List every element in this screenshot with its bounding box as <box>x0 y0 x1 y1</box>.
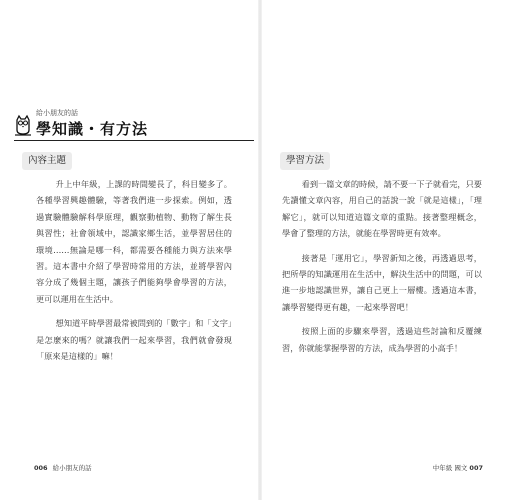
right-paragraph-1: 看到一篇文章的時候，請不要一下子就看完，只要先讀懂文章內容，用自己的話說一說「就是這樣」，「理解它」，就可以知道這篇文章的重點。接著整理概念，學會了整理的方法，就能在學習時更有效率。 <box>282 179 482 239</box>
right-paragraph-3: 按照上面的步驟來學習，透過這些討論和反覆練習，你就能掌握學習的方法，成為學習的小高手！ <box>282 326 482 353</box>
series-label: 給小朋友的話 <box>36 109 78 117</box>
left-folio-label: 給小朋友的話 <box>52 464 92 472</box>
left-paragraph-2: 想知道平時學習最常被問到的「數字」和「文字」是怎麼來的嗎？就讓我們一起來學習，我們就會發現「原來是這樣的」嘛！ <box>36 318 232 362</box>
left-page-number: 006 <box>34 464 48 472</box>
right-folio-grade: 中年級 <box>432 464 453 472</box>
left-folio <box>34 463 92 472</box>
owl-icon <box>14 114 32 136</box>
left-paragraph-1: 升上中年級，上課的時間變長了，科目變多了。各種學習興趣體驗，等著我們進一步探索。例如，透過實驗體驗解科學原理，觀察動植物、動物了解生長與習性；社會領域中，認識家鄉生活，並學習居住的環境……無論是哪一科，都需要各種能力與方法來學習。這本書中介紹了學習時常用的方法，並將學習內容分成了幾個主題，讓孩子們能夠學會學習的方法，更可以運用在生活中。 <box>36 179 232 304</box>
right-body-text <box>282 176 482 356</box>
learning-method-heading: 學習方法 <box>280 152 330 170</box>
section-title: 學知識・有方法 <box>36 120 149 138</box>
header-divider <box>14 140 254 141</box>
content-topic-heading: 內容主題 <box>22 152 72 170</box>
right-page <box>260 0 520 500</box>
right-paragraph-2: 接著是「運用它」，學習新知之後，再透過思考，把所學的知識運用在生活中，解決生活中的問題，可以進一步地認識世界，讓自己更上一層樓。透過這本書，讓學習變得更有趣，一起來學習吧！ <box>282 252 482 312</box>
left-body-text <box>36 176 232 364</box>
right-folio <box>433 463 486 472</box>
right-page-number: 007 <box>469 464 483 472</box>
section-header <box>14 106 254 144</box>
right-folio-subject: 國文 <box>454 464 468 472</box>
